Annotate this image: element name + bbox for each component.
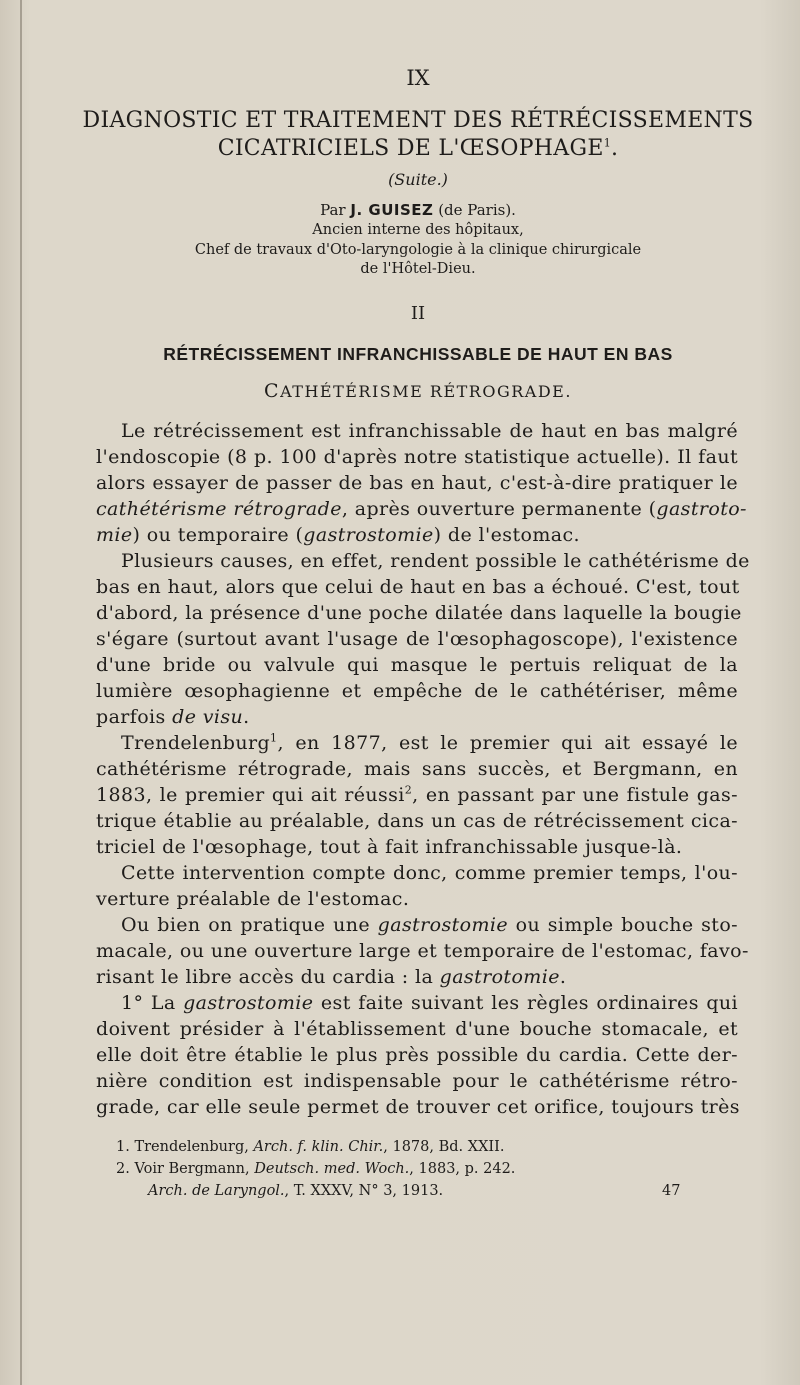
author-info-1: Ancien interne des hôpitaux, — [312, 222, 524, 238]
body-line: doivent présider à l'établissement d'une bouche stomacale, et — [96, 1018, 738, 1040]
body-line: risant le libre accès du cardia : la gastrotomie. — [96, 966, 567, 988]
body-line: parfois de visu. — [96, 706, 250, 728]
section-heading: RÉTRÉCISSEMENT INFRANCHISSABLE DE HAUT EN BAS — [163, 344, 673, 364]
chapter-number: IX — [406, 66, 430, 90]
body-line: 1° La gastrostomie est faite suivant les règles ordinaires qui — [121, 992, 738, 1014]
body-line: Cette intervention compte donc, comme premier temps, l'ou- — [121, 862, 738, 884]
body-line: macale, ou une ouverture large et temporaire de l'estomac, favo- — [96, 940, 749, 962]
section-subheading: CATHÉTÉRISME RÉTROGRADE. — [264, 380, 572, 402]
body-line: grade, car elle seule permet de trouver cet orifice, toujours très — [96, 1096, 740, 1118]
body-line: cathétérisme rétrograde, mais sans succès, et Bergmann, en — [96, 758, 738, 780]
body-line: lumière œsophagienne et empêche de le cathétériser, même — [96, 680, 738, 702]
title-footnote-mark: 1 — [603, 136, 612, 150]
title-text: CICATRICIELS DE L'ŒSOPHAGE — [217, 136, 604, 161]
body-line: Plusieurs causes, en effet, rendent possible le cathétérisme de — [121, 550, 750, 572]
body-line: s'égare (surtout avant l'usage de l'œsophagoscope), l'existence — [96, 628, 738, 650]
page-number: 47 — [662, 1183, 681, 1199]
body-line: Trendelenburg$^1$, en 1877, est le premier qui ait essayé le — [121, 731, 738, 754]
body-line: alors essayer de passer de bas en haut, c'est-à-dire pratiquer le — [96, 472, 738, 494]
body-line: d'une bride ou valvule qui masque le pertuis reliquat de la — [96, 654, 738, 676]
author-line: Par J. GUISEZ (de Paris). — [320, 201, 516, 219]
body-line: 1883, le premier qui ait réussi$^2$, en passant par une fistule gas- — [96, 783, 738, 806]
body-line: d'abord, la présence d'une poche dilatée dans laquelle la bougie — [96, 602, 742, 624]
body-line: l'endoscopie (8 p. 100 d'après notre statistique actuelle). Il faut — [96, 446, 738, 468]
body-line: verture préalable de l'estomac. — [96, 888, 410, 910]
journal-reference: Arch. de Laryngol., T. XXXV, N° 3, 1913. — [148, 1183, 444, 1199]
author-info-3: de l'Hôtel-Dieu. — [360, 261, 476, 277]
article-title-line-2: CICATRICIELS DE L'ŒSOPHAGE$^1$. — [217, 136, 619, 161]
footnote-1: 1. Trendelenburg, Arch. f. klin. Chir., 1878, Bd. XXII. — [116, 1139, 505, 1155]
body-line: Le rétrécissement est infranchissable de haut en bas malgré — [121, 420, 738, 442]
part-number: II — [410, 303, 426, 324]
body-line: triciel de l'œsophage, tout à fait infranchissable jusque-là. — [96, 836, 683, 858]
article-title-line-1: DIAGNOSTIC ET TRAITEMENT DES RÉTRÉCISSEMENTS — [82, 108, 754, 133]
body-line: trique établie au préalable, dans un cas de rétrécissement cica- — [96, 810, 738, 832]
suite-label: (Suite.) — [388, 170, 448, 189]
body-line: nière condition est indispensable pour le cathétérisme rétro- — [96, 1070, 738, 1092]
body-line: cathétérisme rétrograde, après ouverture permanente (gastroto- — [96, 498, 747, 520]
author-name: J. GUISEZ — [350, 201, 434, 219]
body-line: elle doit être établie le plus près possible du cardia. Cette der- — [96, 1044, 738, 1066]
body-line: bas en haut, alors que celui de haut en bas a échoué. C'est, tout — [96, 576, 740, 598]
author-info-2: Chef de travaux d'Oto-laryngologie à la clinique chirurgicale — [194, 242, 642, 258]
body-line: mie) ou temporaire (gastrostomie) de l'estomac. — [96, 524, 580, 546]
body-line: Ou bien on pratique une gastrostomie ou simple bouche sto- — [121, 914, 738, 936]
footnote-2: 2. Voir Bergmann, Deutsch. med. Woch., 1883, p. 242. — [116, 1161, 516, 1177]
